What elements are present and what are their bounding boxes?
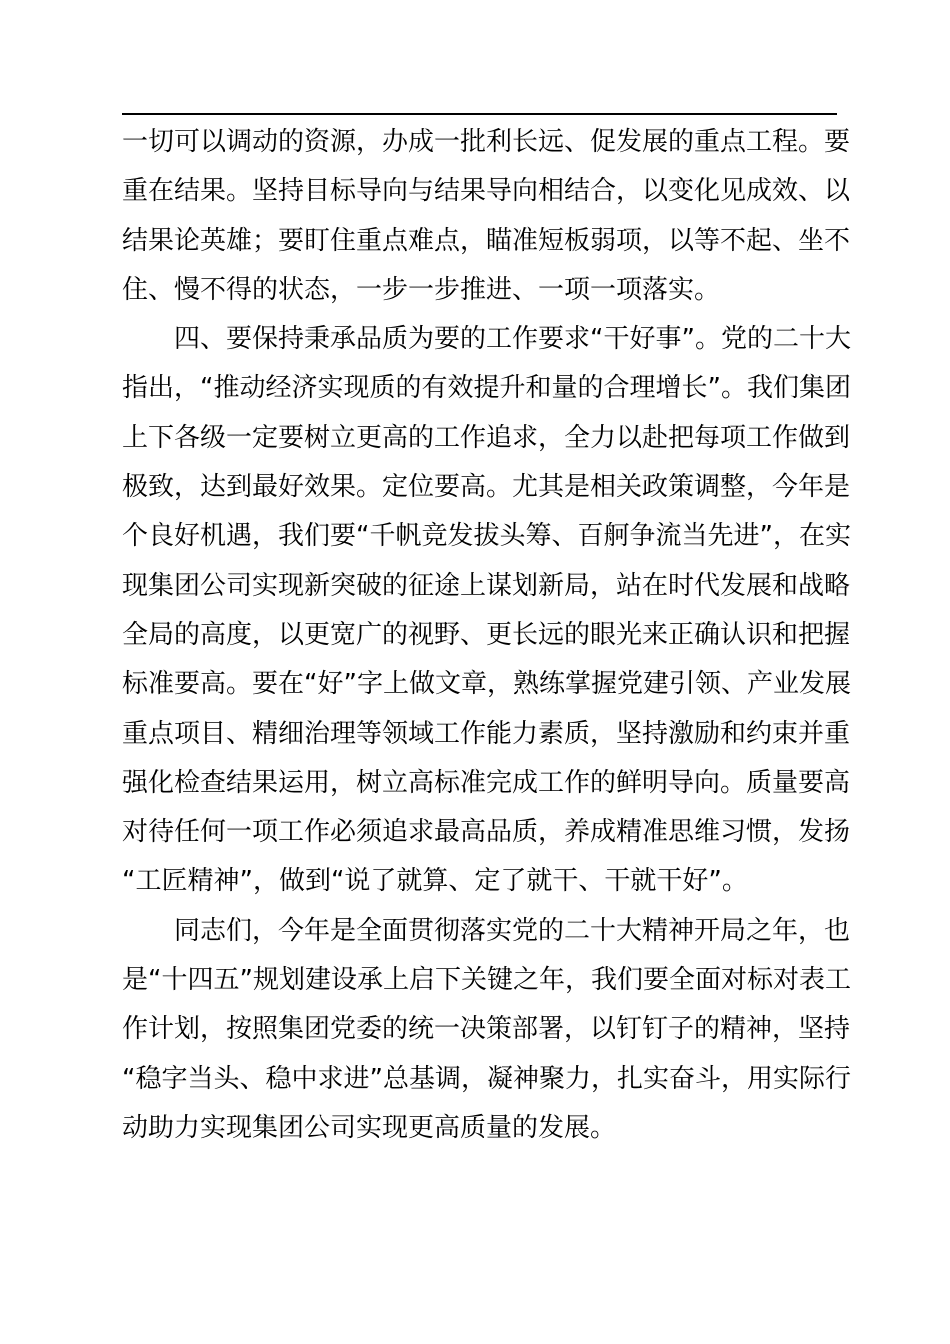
text-line: 指出，“推动经济实现质的有效提升和量的合理增长”。我们集团 <box>122 373 851 404</box>
text-line: 一切可以调动的资源，办成一批利长远、促发展的重点工程。要 <box>122 127 851 157</box>
paragraph-first-line: 同志们，今年是全面贯彻落实党的二十大精神开局之年，也 <box>174 915 851 946</box>
text-line: 对待任何一项工作必须追求最高品质，养成精准思维习惯，发扬 <box>122 817 851 848</box>
text-line: 重在结果。坚持目标导向与结果导向相结合，以变化见成效、以 <box>122 176 851 207</box>
text-line: 上下各级一定要树立更高的工作追求，全力以赴把每项工作做到 <box>122 422 851 453</box>
body-text <box>122 118 851 1153</box>
paragraph-first-line: 四、要保持秉承品质为要的工作要求“干好事”。党的二十大 <box>174 324 851 355</box>
text-line: “稳字当头、稳中求进”总基调，凝神聚力，扎实奋斗，用实际行 <box>122 1063 851 1094</box>
text-line: 结果论英雄；要盯住重点难点，瞄准短板弱项，以等不起、坐不 <box>122 225 851 256</box>
text-line: 重点项目、精细治理等领域工作能力素质，坚持激励和约束并重 <box>122 718 851 749</box>
text-line: “工匠精神”，做到“说了就算、定了就干、干就干好”。 <box>122 866 748 897</box>
text-line: 是“十四五”规划建设承上启下关键之年，我们要全面对标对表工 <box>122 965 851 996</box>
text-line: 标准要高。要在“好”字上做文章，熟练掌握党建引领、产业发展 <box>122 669 851 700</box>
text-line: 现集团公司实现新突破的征途上谋划新局，站在时代发展和战略 <box>122 570 851 601</box>
text-line: 个良好机遇，我们要“千帆竞发拔头筹、百舸争流当先进”，在实 <box>122 521 851 552</box>
text-line: 全局的高度，以更宽广的视野、更长远的眼光来正确认识和把握 <box>122 619 851 650</box>
text-line: 动助力实现集团公司实现更高质量的发展。 <box>122 1112 617 1143</box>
text-line: 强化检查结果运用，树立高标准完成工作的鲜明导向。质量要高 <box>122 767 851 798</box>
text-line: 作计划，按照集团党委的统一决策部署，以钉钉子的精神，坚持 <box>122 1014 851 1045</box>
header-rule <box>122 113 837 115</box>
text-line: 极致，达到最好效果。定位要高。尤其是相关政策调整，今年是 <box>122 472 851 503</box>
text-line: 住、慢不得的状态，一步一步推进、一项一项落实。 <box>122 274 721 305</box>
